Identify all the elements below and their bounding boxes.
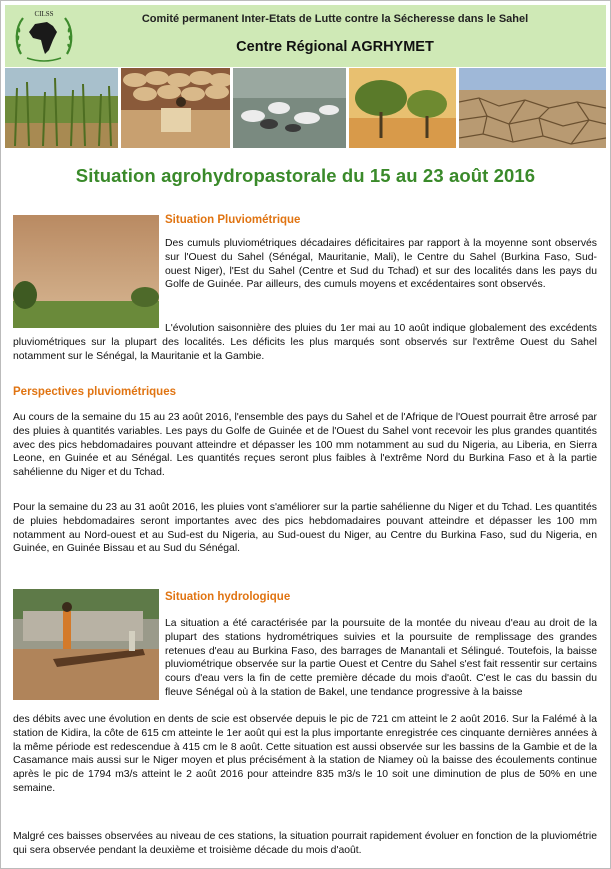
photo-sahel-trees [349, 68, 456, 148]
photo-grain-sacks [121, 68, 230, 148]
cilss-logo [13, 6, 75, 66]
forecast-paragraph-2: Pour la semaine du 23 au 31 août 2016, les pluies vont s'améliorer sur la partie sahélienne du Niger et du Tchad. Les quantités de pluies hebdomadaires seront importantes avec des pics hebdomadaires pouvant atteindre et dépasser les 100 mm notamment au Nord-ouest et au Sud-est du Nigeria, au Sud-ouest du Niger, au Centre du Burkina Faso, sud du Nigeria, en Guinée, en Guinée Bissau et au Sud du Sénégal. [13, 502, 597, 555]
photo-cattle-water [233, 68, 346, 148]
section-title-rainfall: Situation Pluviométrique [165, 214, 301, 226]
rainfall-paragraph-1: Des cumuls pluviométriques décadaires déficitaires par rapport à la moyenne sont observés sur l'Ouest du Sahel (Sénégal, Mauritanie, Mali), le Centre du Sahel (Burkina Faso, Sud-ouest Niger), l'Est du Sahel (Centre et Sud du Tchad) et sur des localités dans les pays du Golfe de Guinée. Par ailleurs, des cumuls moyens et excédentaires sont observés. [165, 238, 597, 291]
svg-text:CILSS: CILSS [34, 10, 54, 18]
header-banner [5, 5, 606, 67]
photo-millet-field [5, 68, 118, 148]
photo-flooded-village [13, 589, 159, 700]
hydrology-paragraph-2: Malgré ces baisses observées au niveau de ces stations, la situation pourrait rapidement évoluer en fonction de la pluviométrie qui sera observée pendant la deuxième et troisième décade du mois d'août. [13, 831, 597, 856]
header-photo-strip [5, 68, 606, 148]
photo-cracked-earth [459, 68, 606, 148]
photo-dust-storm [13, 215, 159, 328]
document-title: Situation agrohydropastorale du 15 au 23 août 2016 [75, 165, 536, 186]
forecast-paragraph-1: Au cours de la semaine du 15 au 23 août 2016, l'ensemble des pays du Sahel et de l'Afrique de l'Ouest pourrait être arrosé par des pluies à quantités variables. Les pays du Golfe de Guinée et de l'Ouest du Sahel vont recevoir les plus grandes quantités avec des pics hebdomadaires pouvant atteindre et dépasser les 100 mm notamment au sud du Nigeria, au Liberia, en Sierra Leone, en Guinée et au Sénégal. Les quantités reçues seront plus faibles à l'extrême Nord du Burkina Faso et à la partie sahélienne du Niger et du Tchad. [13, 412, 597, 479]
header-center-name: Centre Régional AGRHYMET [236, 39, 434, 55]
hydrology-paragraph-1-lower: des débits avec une évolution en dents de scie est observée depuis le pic de 721 cm atteint le 2 août 2016. Sur la Falémé à la station de Kidira, la côte de 615 cm atteinte le 1er août qui est la plus importante enregistrée ces cinquante dernières années à la même période est redescendue à 415 cm le 8 août. Cette situation est aussi observée sur les bassins de la Gambie et de la Casamance mais aussi sur le Niger moyen et plus précisément à la station de Niamey où la baisse des écoulements continue après le pic de 1794 m3/s atteint le 2 août 2016 pour atteindre 835 m3/s le 10 soit une diminution de plus de 50% en une semaine. [13, 714, 597, 794]
hydrology-paragraph-1-upper: La situation a été caractérisée par la poursuite de la montée du niveau d'eau au droit de la plupart des stations hydrométriques suivies et la poursuite de remplissage des grandes retenues d'eau au Burkina Faso, des barrages de Manantali et Sélingué. Toutefois, la baisse pluviométrique observée sur la partie Ouest et Centre du Sahel s'est fait ressentir sur certains cours d'eau vers la fin de cette première décade du mois d'août. C'est le cas du bassin du fleuve Sénégal où à la station de Bakel, une tendance progressive à la baisse [165, 618, 597, 698]
rainfall-paragraph-2: L'évolution saisonnière des pluies du 1er mai au 10 août indique globalement des excédents pluviométriques sur la plupart des localités. Les déficits les plus marqués sont observés sur l'extrême Ouest du Sahel notamment sur le Sénégal, la Mauritanie et la Gambie. [13, 323, 597, 362]
section-title-forecast: Perspectives pluviométriques [13, 386, 176, 398]
header-organization: Comité permanent Inter-Etats de Lutte contre la Sécheresse dans le Sahel [141, 13, 529, 25]
section-title-hydrology: Situation hydrologique [165, 591, 291, 603]
